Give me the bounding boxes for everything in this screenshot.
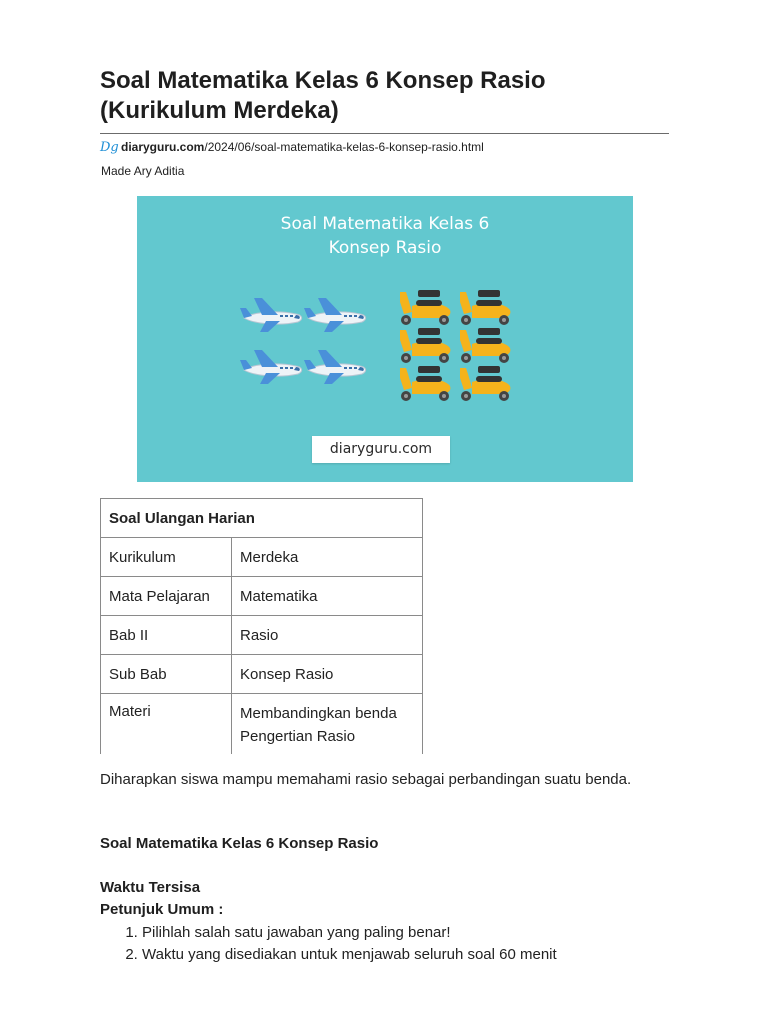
table-header-row [101,499,423,538]
source-path[interactable]: /2024/06/soal-matematika-kelas-6-konsep-rasio.html [204,140,484,154]
section-heading: Soal Matematika Kelas 6 Konsep Rasio [100,835,379,852]
author-name: Made Ary Aditia [101,164,185,178]
table-key: Mata Pelajaran [101,577,232,616]
hero-site-badge: diaryguru.com [312,436,450,463]
info-table [100,498,423,754]
source-domain[interactable]: diaryguru.com [121,140,205,154]
table-value: Konsep Rasio [232,655,423,694]
list-item: 2. Waktu yang disediakan untuk menjawab seluruh soal 60 menit [142,944,557,966]
table-row [101,694,423,755]
site-logo-icon: Dg [100,139,119,155]
instructions-heading: Petunjuk Umum : [100,901,224,918]
intro-paragraph: Diharapkan siswa mampu memahami rasio sebagai perbandingan suatu benda. [100,771,632,788]
table-value: Merdeka [232,538,423,577]
table-row [101,655,423,694]
instructions-list [102,922,557,966]
hero-title-line1: Soal Matematika Kelas 6 [280,214,490,234]
page-title: Soal Matematika Kelas 6 Konsep Rasio (Kurikulum Merdeka) [100,67,546,124]
table-key: Kurikulum [101,538,232,577]
ratio-illustration [232,284,522,404]
table-value-line: Membandingkan benda [240,705,397,722]
table-row [101,616,423,655]
table-value: Matematika [232,577,423,616]
source-line[interactable] [100,138,484,156]
list-item: 1. Pilihlah salah satu jawaban yang paling benar! [142,922,557,944]
hero-image [137,196,633,482]
title-divider [100,133,669,134]
table-row [101,538,423,577]
table-key: Materi [101,694,232,755]
timer-label: Waktu Tersisa [100,879,201,896]
table-key: Sub Bab [101,655,232,694]
table-value [232,694,423,755]
table-row [101,577,423,616]
table-key: Bab II [101,616,232,655]
table-value: Rasio [232,616,423,655]
table-header: Soal Ulangan Harian [101,499,423,538]
hero-title-line2: Konsep Rasio [328,238,442,258]
table-value-line: Pengertian Rasio [240,728,356,745]
